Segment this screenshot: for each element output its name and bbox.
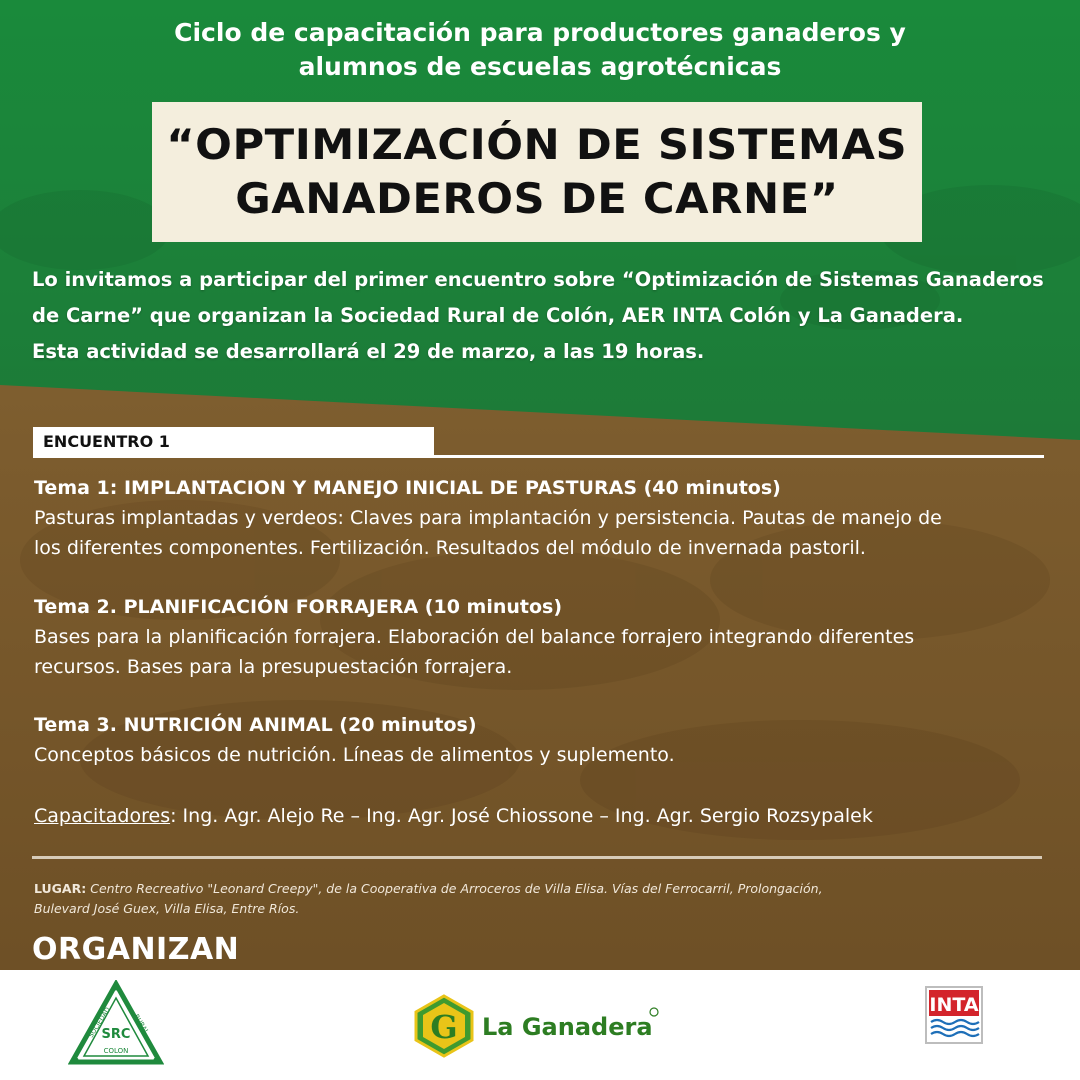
trainers-names: Ing. Agr. Alejo Re – Ing. Agr. José Chiossone – Ing. Agr. Sergio Rozsypalek <box>176 805 873 827</box>
title-line-1: “OPTIMIZACIÓN DE SISTEMAS <box>166 120 908 169</box>
event-subtitle <box>0 16 1080 84</box>
topic-2-line-2: recursos. Bases para la presupuestación forrajera. <box>34 656 513 678</box>
subtitle-line-2: alumnos de escuelas agrotécnicas <box>298 52 782 81</box>
topic-2-line-1: Bases para la planificación forrajera. Elaboración del balance forrajero integrando diferentes <box>34 626 915 648</box>
topic-3-title: Tema 3. NUTRICIÓN ANIMAL (20 minutos) <box>34 714 477 736</box>
location-label: LUGAR: <box>34 881 87 896</box>
topic-1-line-2: los diferentes componentes. Fertilización. Resultados del módulo de invernada pastoril. <box>34 537 866 559</box>
inta-logo <box>925 986 983 1044</box>
intro-line-3: Esta actividad se desarrollará el 29 de marzo, a las 19 horas. <box>32 340 705 363</box>
topic-1 <box>34 473 1054 563</box>
inta-text: INTA <box>929 994 979 1016</box>
trainers <box>34 801 1064 831</box>
title-line-2: GANADEROS DE CARNE” <box>235 174 839 223</box>
organizers-heading: ORGANIZAN <box>32 932 240 967</box>
location-line-2: Bulevard José Guex, Villa Elisa, Entre Ríos. <box>34 901 300 916</box>
intro-paragraph <box>32 262 1062 370</box>
ganadera-g-mark: G <box>430 1008 458 1046</box>
logo-text-sociedad: SOCIEDAD <box>86 1005 112 1040</box>
topic-2 <box>34 592 1054 682</box>
ganadera-name: La Ganadera <box>482 1013 653 1041</box>
la-ganadera-logo <box>414 994 664 1058</box>
location-line-1: Centro Recreativo "Leonard Creepy", de la Cooperativa de Arroceros de Villa Elisa. Vías del Ferrocarril, Prolongación, <box>90 881 823 896</box>
logo-monogram: SRC <box>101 1027 131 1042</box>
intro-line-2: de Carne” que organizan la Sociedad Rural de Colón, AER INTA Colón y La Ganadera. <box>32 304 964 327</box>
trainers-separator: : <box>170 805 177 827</box>
sociedad-rural-colon-logo <box>68 980 164 1068</box>
encuentro-label: ENCUENTRO 1 <box>33 427 434 456</box>
logo-text-rural: RURAL <box>132 1012 151 1036</box>
topic-3 <box>34 710 1054 770</box>
logo-text-colon: COLON <box>103 1047 129 1055</box>
encuentro-divider <box>33 455 1044 458</box>
event-title-box <box>152 102 922 242</box>
topic-1-title: Tema 1: IMPLANTACION Y MANEJO INICIAL DE PASTURAS (40 minutos) <box>34 477 781 499</box>
section-divider <box>32 856 1042 859</box>
intro-line-1: Lo invitamos a participar del primer encuentro sobre “Optimización de Sistemas Ganaderos <box>32 268 1044 291</box>
organizers-footer <box>0 970 1080 1080</box>
topic-3-line-1: Conceptos básicos de nutrición. Líneas de alimentos y suplemento. <box>34 744 675 766</box>
subtitle-line-1: Ciclo de capacitación para productores ganaderos y <box>174 18 906 47</box>
trainers-label: Capacitadores <box>34 805 171 827</box>
topic-1-line-1: Pasturas implantadas y verdeos: Claves para implantación y persistencia. Pautas de manejo de <box>34 507 942 529</box>
topic-2-title: Tema 2. PLANIFICACIÓN FORRAJERA (10 minutos) <box>34 596 563 618</box>
location <box>34 879 1034 919</box>
